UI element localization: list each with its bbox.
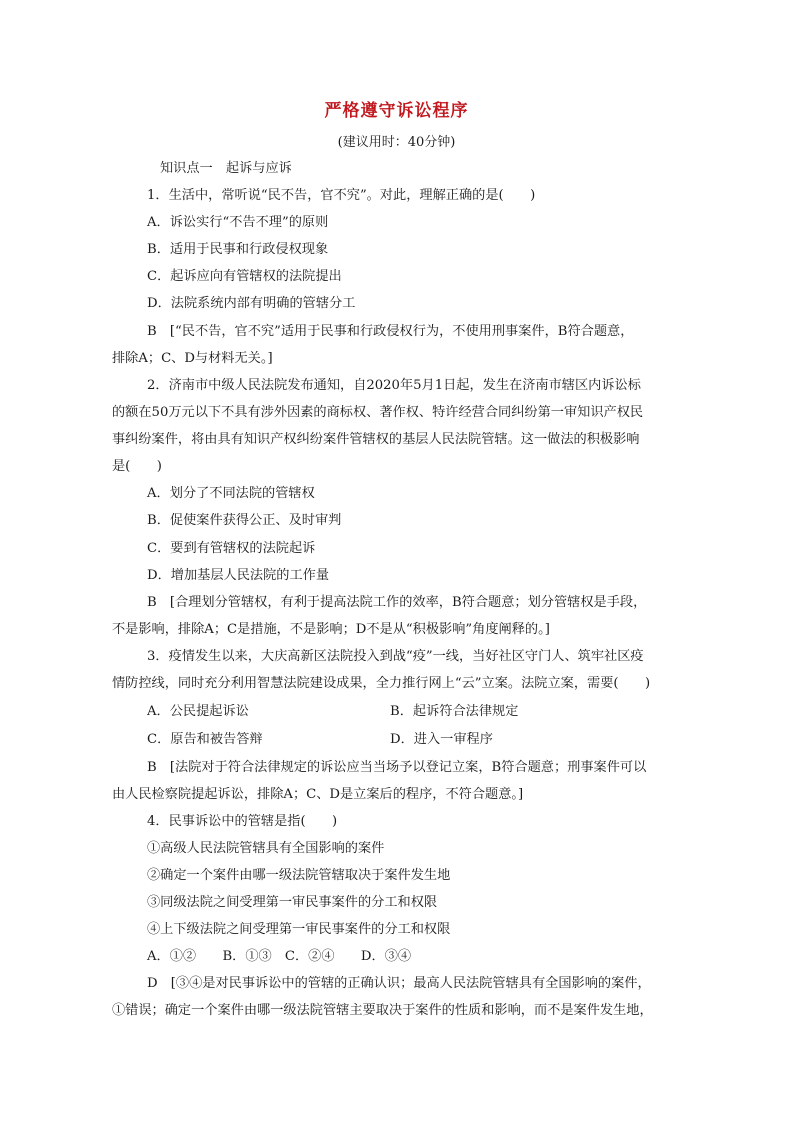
q2-stem-line4: 是( ): [112, 459, 162, 474]
q1-stem: 1．生活中，常听说“民不告，官不究”。对此，理解正确的是( ): [147, 188, 536, 203]
q2-option-d: D．增加基层人民法院的工作量: [147, 568, 330, 583]
q2-option-c: C．要到有管辖权的法院起诉: [147, 541, 316, 556]
q3-stem-line1: 3．疫情发生以来，大庆高新区法院投入到战“疫”一线，当好社区守门人、筑牢社区疫: [147, 649, 644, 664]
q4-stem: 4．民事诉讼中的管辖是指( ): [147, 814, 338, 829]
q3-option-c: C．原告和被告答辩: [147, 732, 263, 747]
q3-option-b: B．起诉符合法律规定: [390, 704, 519, 719]
q1-option-d: D．法院系统内部有明确的管辖分工: [147, 296, 356, 311]
q1-option-a: A．诉讼实行“不告不理”的原则: [147, 215, 329, 230]
q4-statement-2: ②确定一个案件由哪一级法院管辖取决于案件发生地: [147, 868, 451, 883]
q3-option-d: D．进入一审程序: [390, 732, 493, 747]
q2-stem-line1: 2．济南市中级人民法院发布通知，自2020年5月1日起，发生在济南市辖区内诉讼标: [147, 378, 641, 393]
q3-stem-line2: 情防控线，同时充分利用智慧法院建设成果，全力推行网上“云”立案。法院立案，需要( ): [112, 676, 651, 691]
q4-statement-4: ④上下级法院之间受理第一审民事案件的分工和权限: [147, 922, 451, 937]
q2-option-a: A．划分了不同法院的管辖权: [147, 486, 315, 501]
page-title: 严格遵守诉讼程序: [324, 101, 469, 121]
q1-answer-line1: B [“民不告，官不究”适用于民事和行政侵权行为，不使用刑事案件，B符合题意，: [147, 324, 634, 339]
q2-answer-line1: B [合理划分管辖权，有利于提高法院工作的效率，B符合题意；划分管辖权是手段，: [147, 595, 647, 610]
q1-answer-line2: 排除A；C、D与材料无关。]: [112, 351, 273, 366]
q2-stem-line2: 的额在50万元以下不具有涉外因素的商标权、著作权、特许经营合同纠纷第一审知识产权民: [112, 405, 644, 420]
q3-answer-line1: B [法院对于符合法律规定的诉讼应当当场予以登记立案，B符合题意；刑事案件可以: [147, 760, 647, 775]
section-heading: 知识点一 起诉与应诉: [160, 161, 292, 176]
q3-option-a: A．公民提起诉讼: [147, 704, 249, 719]
q2-stem-line3: 事纠纷案件，将由具有知识产权纠纷案件管辖权的基层人民法院管辖。这一做法的积极影响: [112, 432, 640, 447]
q4-answer-line2: ①错误；确定一个案件由哪一级法院管辖主要取决于案件的性质和影响，而不是案件发生地，: [112, 1003, 653, 1018]
q4-statement-3: ③同级法院之间受理第一审民事案件的分工和权限: [147, 895, 438, 910]
q2-option-b: B．促使案件获得公正、及时审判: [147, 513, 342, 528]
q4-choices: A．①② B．①③ C．②④ D．③④: [147, 949, 412, 964]
q1-option-b: B．适用于民事和行政侵权现象: [147, 242, 329, 257]
q1-option-c: C．起诉应向有管辖权的法院提出: [147, 269, 342, 284]
q2-answer-line2: 不是影响，排除A；C是措施，不是影响；D不是从“积极影响”角度阐释的。]: [112, 622, 550, 637]
q4-statement-1: ①高级人民法院管辖具有全国影响的案件: [147, 841, 385, 856]
suggested-time: (建议用时：40分钟): [337, 135, 456, 150]
q4-answer-line1: D [③④是对民事诉讼中的管辖的正确认识；最高人民法院管辖具有全国影响的案件，: [147, 976, 651, 991]
q3-answer-line2: 由人民检察院提起诉讼，排除A；C、D是立案后的程序，不符合题意。]: [112, 787, 524, 802]
